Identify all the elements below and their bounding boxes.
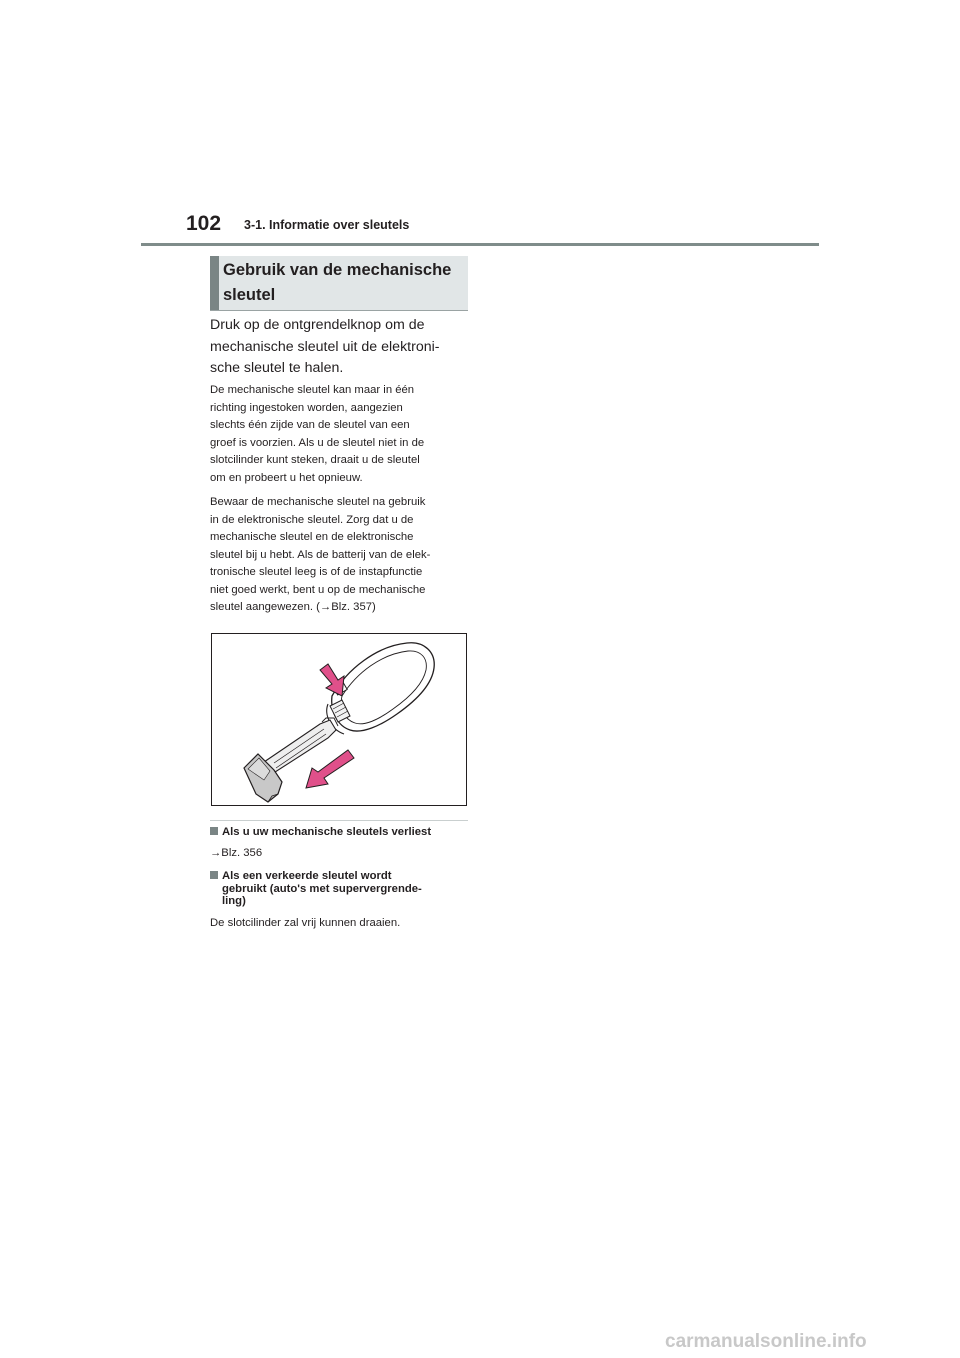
section-heading (223, 258, 463, 308)
note-body-wrong-key: De slotcilinder zal vrij kunnen draaien. (210, 917, 401, 929)
paragraph-line: sleutel bij u hebt. Als de batterij van de elek- (210, 548, 431, 561)
header-rule (141, 243, 819, 246)
paragraph-line: De mechanische sleutel kan maar in één (210, 384, 415, 396)
note-heading-text: ling) (222, 895, 246, 907)
heading-line-1: Gebruik van de mechanische (223, 261, 452, 279)
paragraph-key-orientation (210, 382, 468, 487)
note-heading-lost-keys (210, 826, 468, 839)
paragraph-line: groef is voorzien. Als u de sleutel niet in de (210, 436, 425, 449)
lead-paragraph (210, 315, 468, 380)
note-page-ref[interactable]: →Blz. 356 (210, 847, 263, 859)
figure-divider (210, 820, 468, 821)
heading-divider (210, 310, 468, 311)
section-header: 3-1. Informatie over sleutels (244, 218, 410, 232)
note-heading-wrong-key (210, 870, 468, 908)
paragraph-line: om en probeert u het opnieuw. (210, 471, 363, 484)
lead-line: mechanische sleutel uit de elektroni- (210, 338, 440, 355)
bullet-square-icon (210, 871, 218, 879)
paragraph-line: niet goed werkt, bent u op de mechanische (210, 583, 426, 596)
lead-line: sche sleutel te halen. (210, 360, 344, 376)
bullet-square-icon (210, 827, 218, 835)
paragraph-line: Bewaar de mechanische sleutel na gebruik (210, 496, 426, 508)
section-heading-box (210, 256, 468, 310)
watermark: carmanualsonline.info (665, 1331, 867, 1352)
paragraph-line: richting ingestoken worden, aangezien (210, 401, 403, 414)
key-illustration-svg (212, 634, 466, 805)
paragraph-line: slechts één zijde van de sleutel van een (210, 419, 410, 431)
press-button-arrow-icon (320, 664, 344, 696)
note-heading-text: Als een verkeerde sleutel wordt (222, 870, 392, 882)
key-illustration (211, 633, 467, 806)
paragraph-key-storage (210, 494, 468, 617)
paragraph-line: slotcilinder kunt steken, draait u de sleutel (210, 454, 420, 466)
note-heading-text: gebruikt (auto's met supervergrende- (222, 882, 422, 895)
heading-accent-bar (210, 256, 219, 310)
paragraph-line: mechanische sleutel en de elektronische (210, 531, 414, 543)
note-heading-text: Als u uw mechanische sleutels verliest (222, 826, 432, 838)
pull-out-arrow-icon (306, 750, 354, 788)
heading-line-2: sleutel (223, 286, 276, 304)
mechanical-key (244, 718, 338, 802)
paragraph-line: tronische sleutel leeg is of de instapfunctie (210, 566, 423, 578)
paragraph-line-page-ref[interactable]: sleutel aangewezen. (→Blz. 357) (210, 601, 376, 613)
lead-line: Druk op de ontgrendelknop om de (210, 317, 425, 333)
paragraph-line: in de elektronische sleutel. Zorg dat u de (210, 513, 414, 526)
page-number: 102 (186, 212, 222, 235)
